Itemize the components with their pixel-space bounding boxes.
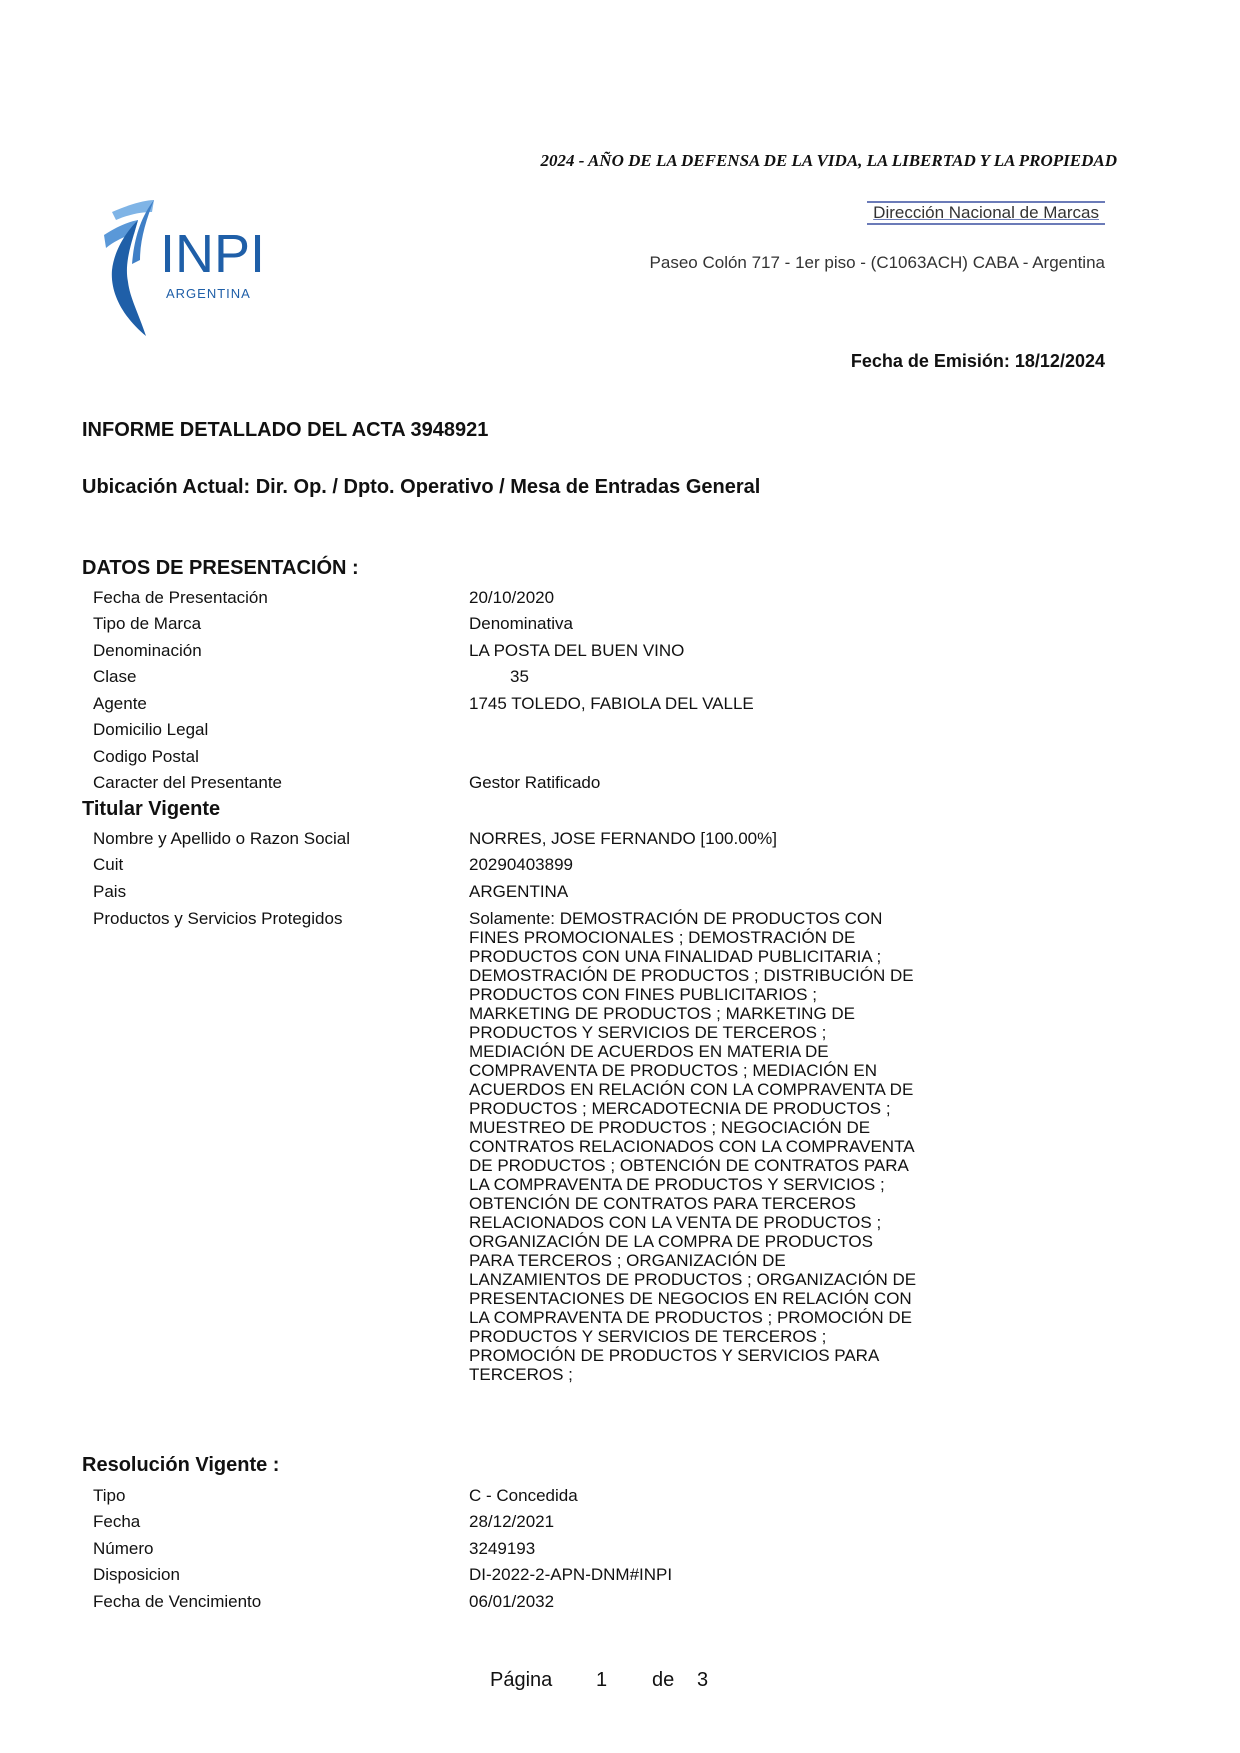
productos-servicios-value: Solamente: DEMOSTRACIÓN DE PRODUCTOS CON FINES PROMOCIONALES ; DEMOSTRACIÓN DE PRODUCTOS CON UNA FINALIDAD PUBLICITARIA ; DEMOSTRACIÓN DE PRODUCTOS ; DISTRIBUCIÓN DE PRODUCTOS CON FINES PUBLICITARIOS ; MARKETING DE PRODUCTOS ; MARKETING DE PRODUCTOS Y SERVICIOS DE TERCEROS ; MEDIACIÓN DE ACUERDOS EN MATERIA DE COMPRAVENTA DE PRODUCTOS ; MEDIACIÓN EN ACUERDOS EN RELACIÓN CON LA COMPRAVENTA DE PRODUCTOS ; MERCADOTECNIA DE PRODUCTOS ; MUESTREO DE PRODUCTOS ; NEGOCIACIÓN DE CONTRATOS RELACIONADOS CON LA COMPRAVENTA DE PRODUCTOS ; OBTENCIÓN DE CONTRATOS PARA LA COMPRAVENTA DE PRODUCTOS Y SERVICIOS ; OBTENCIÓN DE CONTRATOS PARA TERCEROS RELACIONADOS CON LA VENTA DE PRODUCTOS ; ORGANIZACIÓN DE LA COMPRA DE PRODUCTOS PARA TERCEROS ; ORGANIZACIÓN DE LANZAMIENTOS DE PRODUCTOS ; ORGANIZACIÓN DE PRESENTACIONES DE NEGOCIOS EN RELACIÓN CON LA COMPRAVENTA DE PRODUCTOS ; PROMOCIÓN DE PRODUCTOS Y SERVICIOS DE TERCEROS ; PROMOCIÓN DE PRODUCTOS Y SERVICIOS PARA TERCEROS ; [469, 909, 917, 1384]
cuit-label: Cuit [93, 855, 124, 874]
productos-servicios-label: Productos y Servicios Protegidos [93, 909, 343, 928]
section-datos-presentacion: DATOS DE PRESENTACIÓN : [82, 557, 359, 579]
section-resolucion-vigente: Resolución Vigente : [82, 1454, 280, 1476]
resolucion-disposicion-label: Disposicion [93, 1565, 180, 1584]
clase-label: Clase [93, 667, 137, 686]
resolucion-tipo-label: Tipo [93, 1486, 126, 1505]
agente-value: 1745 TOLEDO, FABIOLA DEL VALLE [469, 694, 754, 713]
fecha-presentacion-label: Fecha de Presentación [93, 588, 268, 607]
footer-pagina-label: Página [490, 1669, 553, 1691]
nombre-razon-social-value: NORRES, JOSE FERNANDO [100.00%] [469, 829, 777, 848]
pais-label: Pais [93, 882, 127, 901]
logo-text: INPI [160, 224, 266, 284]
resolucion-disposicion-value: DI-2022-2-APN-DNM#INPI [469, 1565, 673, 1584]
fecha-presentacion-value: 20/10/2020 [469, 588, 555, 607]
direccion-nacional-marcas: Dirección Nacional de Marcas [867, 201, 1105, 225]
footer-de-label: de [652, 1669, 675, 1691]
caracter-presentante-value: Gestor Ratificado [469, 773, 601, 792]
inpi-logo [94, 190, 274, 340]
inpi-logo-icon [94, 190, 274, 340]
codigo-postal-label: Codigo Postal [93, 747, 199, 766]
footer-page-total: 3 [697, 1669, 709, 1691]
resolucion-fecha-value: 28/12/2021 [469, 1512, 555, 1531]
ubicacion-actual: Ubicación Actual: Dir. Op. / Dpto. Operativo / Mesa de Entradas General [82, 476, 761, 498]
pais-value: ARGENTINA [469, 882, 569, 901]
fecha-vencimiento-value: 06/01/2032 [469, 1592, 555, 1611]
resolucion-tipo-value: C - Concedida [469, 1486, 578, 1505]
resolucion-numero-label: Número [93, 1539, 154, 1558]
fecha-emision: Fecha de Emisión: 18/12/2024 [850, 351, 1105, 371]
fecha-vencimiento-label: Fecha de Vencimiento [93, 1592, 262, 1611]
section-titular-vigente: Titular Vigente [82, 798, 221, 820]
resolucion-fecha-label: Fecha [93, 1512, 141, 1531]
tipo-marca-value: Denominativa [469, 614, 573, 633]
denominacion-label: Denominación [93, 641, 202, 660]
tipo-marca-label: Tipo de Marca [93, 614, 202, 633]
denominacion-value: LA POSTA DEL BUEN VINO [469, 641, 685, 660]
header-address: Paseo Colón 717 - 1er piso - (C1063ACH) CABA - Argentina [649, 253, 1105, 272]
informe-title: INFORME DETALLADO DEL ACTA 3948921 [82, 419, 489, 441]
agente-label: Agente [93, 694, 147, 713]
cuit-value: 20290403899 [469, 855, 574, 874]
clase-value: 35 [510, 667, 529, 686]
logo-subtext: ARGENTINA [166, 286, 251, 301]
resolucion-numero-value: 3249193 [469, 1539, 536, 1558]
footer-page-current: 1 [596, 1669, 608, 1691]
domicilio-legal-label: Domicilio Legal [93, 720, 209, 739]
nombre-razon-social-label: Nombre y Apellido o Razon Social [93, 829, 351, 848]
header-motto: 2024 - AÑO DE LA DEFENSA DE LA VIDA, LA LIBERTAD Y LA PROPIEDAD [540, 151, 1117, 170]
caracter-presentante-label: Caracter del Presentante [93, 773, 282, 792]
